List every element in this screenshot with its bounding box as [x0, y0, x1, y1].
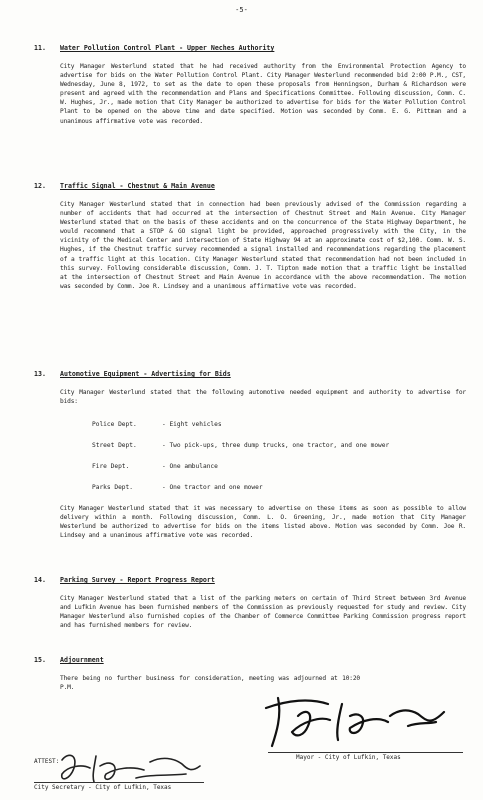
section-title: Water Pollution Control Plant - Upper Neches Authority [60, 44, 275, 52]
section-body: City Manager Westerlund stated that in connection had been previously advised of the Commission regarding a number of accidents that had occurred at the intersection of Chestnut Street and Main Avenue. City Manager Westerlund stated that on the basis of these accidents and on the concurrence of the State Highway Department, he would recommend that a STOP & GO signal light be provided, approached progressively with the City, in the vicinity of the Medical Center and intersection of State Highway 94 at an approximate cost of $2,100. Comm. W. S. Hughes, if the Chestnut traffic survey recommended a signal installed and recommendations regarding the placement of a traffic light at this location. City Manager Westerlund stated that recommendation had not been included in this survey. Following considerable discussion, Comm. J. T. Tipton made motion that a traffic light be installed at the intersection of Chestnut Street and Main Avenue in accordance with the above recommendation. The motion was seconded by Comm. Joe R. Lindsey and a unanimous affirmative vote was recorded. [60, 201, 466, 290]
equipment-dept: Street Dept. [92, 442, 137, 450]
section-body: City Manager Westerlund stated that he had received authority from the Environmental Protection Agency to advertise for bids on the Water Pollution Control Plant. City Manager Westerlund recommended bid 2:00 P.M., CST, Wednesday, June 8, 1972, to set as the date to open these proposals from Henningson, Durham & Richardson were present and agreed with the recommendation and Plans and Specifications Committee. Following discussion, Comm. C. W. Hughes, Jr., made motion that City Manager be authorized to advertise for bids for the Water Pollution Control Plant to be opened on the above time and date specified. Motion was seconded by Comm. E. G. Pittman and a unanimous affirmative vote was recorded. [60, 63, 466, 125]
section-number: 14. [34, 576, 46, 584]
equipment-dept: Police Dept. [92, 421, 137, 429]
equipment-item [92, 483, 466, 492]
mayor-signature [258, 686, 458, 752]
secretary-signature-line [34, 782, 204, 783]
equipment-desc: - Two pick-ups, three dump trucks, one tractor, and one mower [162, 442, 390, 450]
section-body: City Manager Westerlund stated that a list of the parking meters on certain of Third Street between 3rd Avenue and Lufkin Avenue has been furnished members of the Commission as previously requested for study and review. City Manager Westerlund also furnished copies of the Chamber of Commerce Committee Parking Commission progress report and has furnished members for review. [60, 595, 466, 630]
section-body: There being no further business for consideration, meeting was adjourned at 10:20 P.M. [60, 675, 360, 692]
section-title: Parking Survey - Report Progress Report [60, 576, 215, 584]
section-title: Automotive Equipment - Advertising for Bids [60, 370, 231, 378]
section-title: Adjournment [60, 656, 104, 664]
equipment-item [92, 441, 466, 450]
mayor-signature-line [268, 752, 463, 753]
section-number: 13. [34, 370, 46, 378]
section-number: 11. [34, 44, 46, 52]
section-number: 12. [34, 182, 46, 190]
equipment-desc: - Eight vehicles [162, 421, 222, 429]
equipment-item [92, 420, 466, 429]
mayor-title: Mayor - City of Lufkin, Texas [296, 754, 401, 761]
equipment-desc: - One ambulance [162, 463, 218, 471]
equipment-dept: Parks Dept. [92, 484, 133, 492]
equipment-list [92, 420, 466, 492]
attest-label: ATTEST: [34, 758, 60, 765]
section-title: Traffic Signal - Chestnut & Main Avenue [60, 182, 215, 190]
equipment-item [92, 462, 466, 471]
equipment-desc: - One tractor and one mower [162, 484, 263, 492]
section-12 [34, 182, 466, 291]
section-11 [34, 44, 466, 126]
section-body-intro: City Manager Westerlund stated that the following automotive needed equipment and authority to advertise for bids: [60, 389, 466, 406]
section-14 [34, 576, 466, 630]
secretary-title: City Secretary - City of Lufkin, Texas [34, 784, 172, 791]
equipment-dept: Fire Dept. [92, 463, 130, 471]
page-number: -5- [235, 6, 248, 14]
section-13 [34, 370, 466, 541]
section-body-outro: City Manager Westerlund stated that it was necessary to advertise on these items as soon as possible to allow delivery within a month. Following discussion, Comm. L. O. Greening, Jr., made motion that City Manager Westerlund be authorized to advertise for bids on the items listed above. Motion was seconded by Comm. Joe R. Lindsey and a unanimous affirmative vote was recorded. [60, 505, 466, 540]
section-number: 15. [34, 656, 46, 664]
